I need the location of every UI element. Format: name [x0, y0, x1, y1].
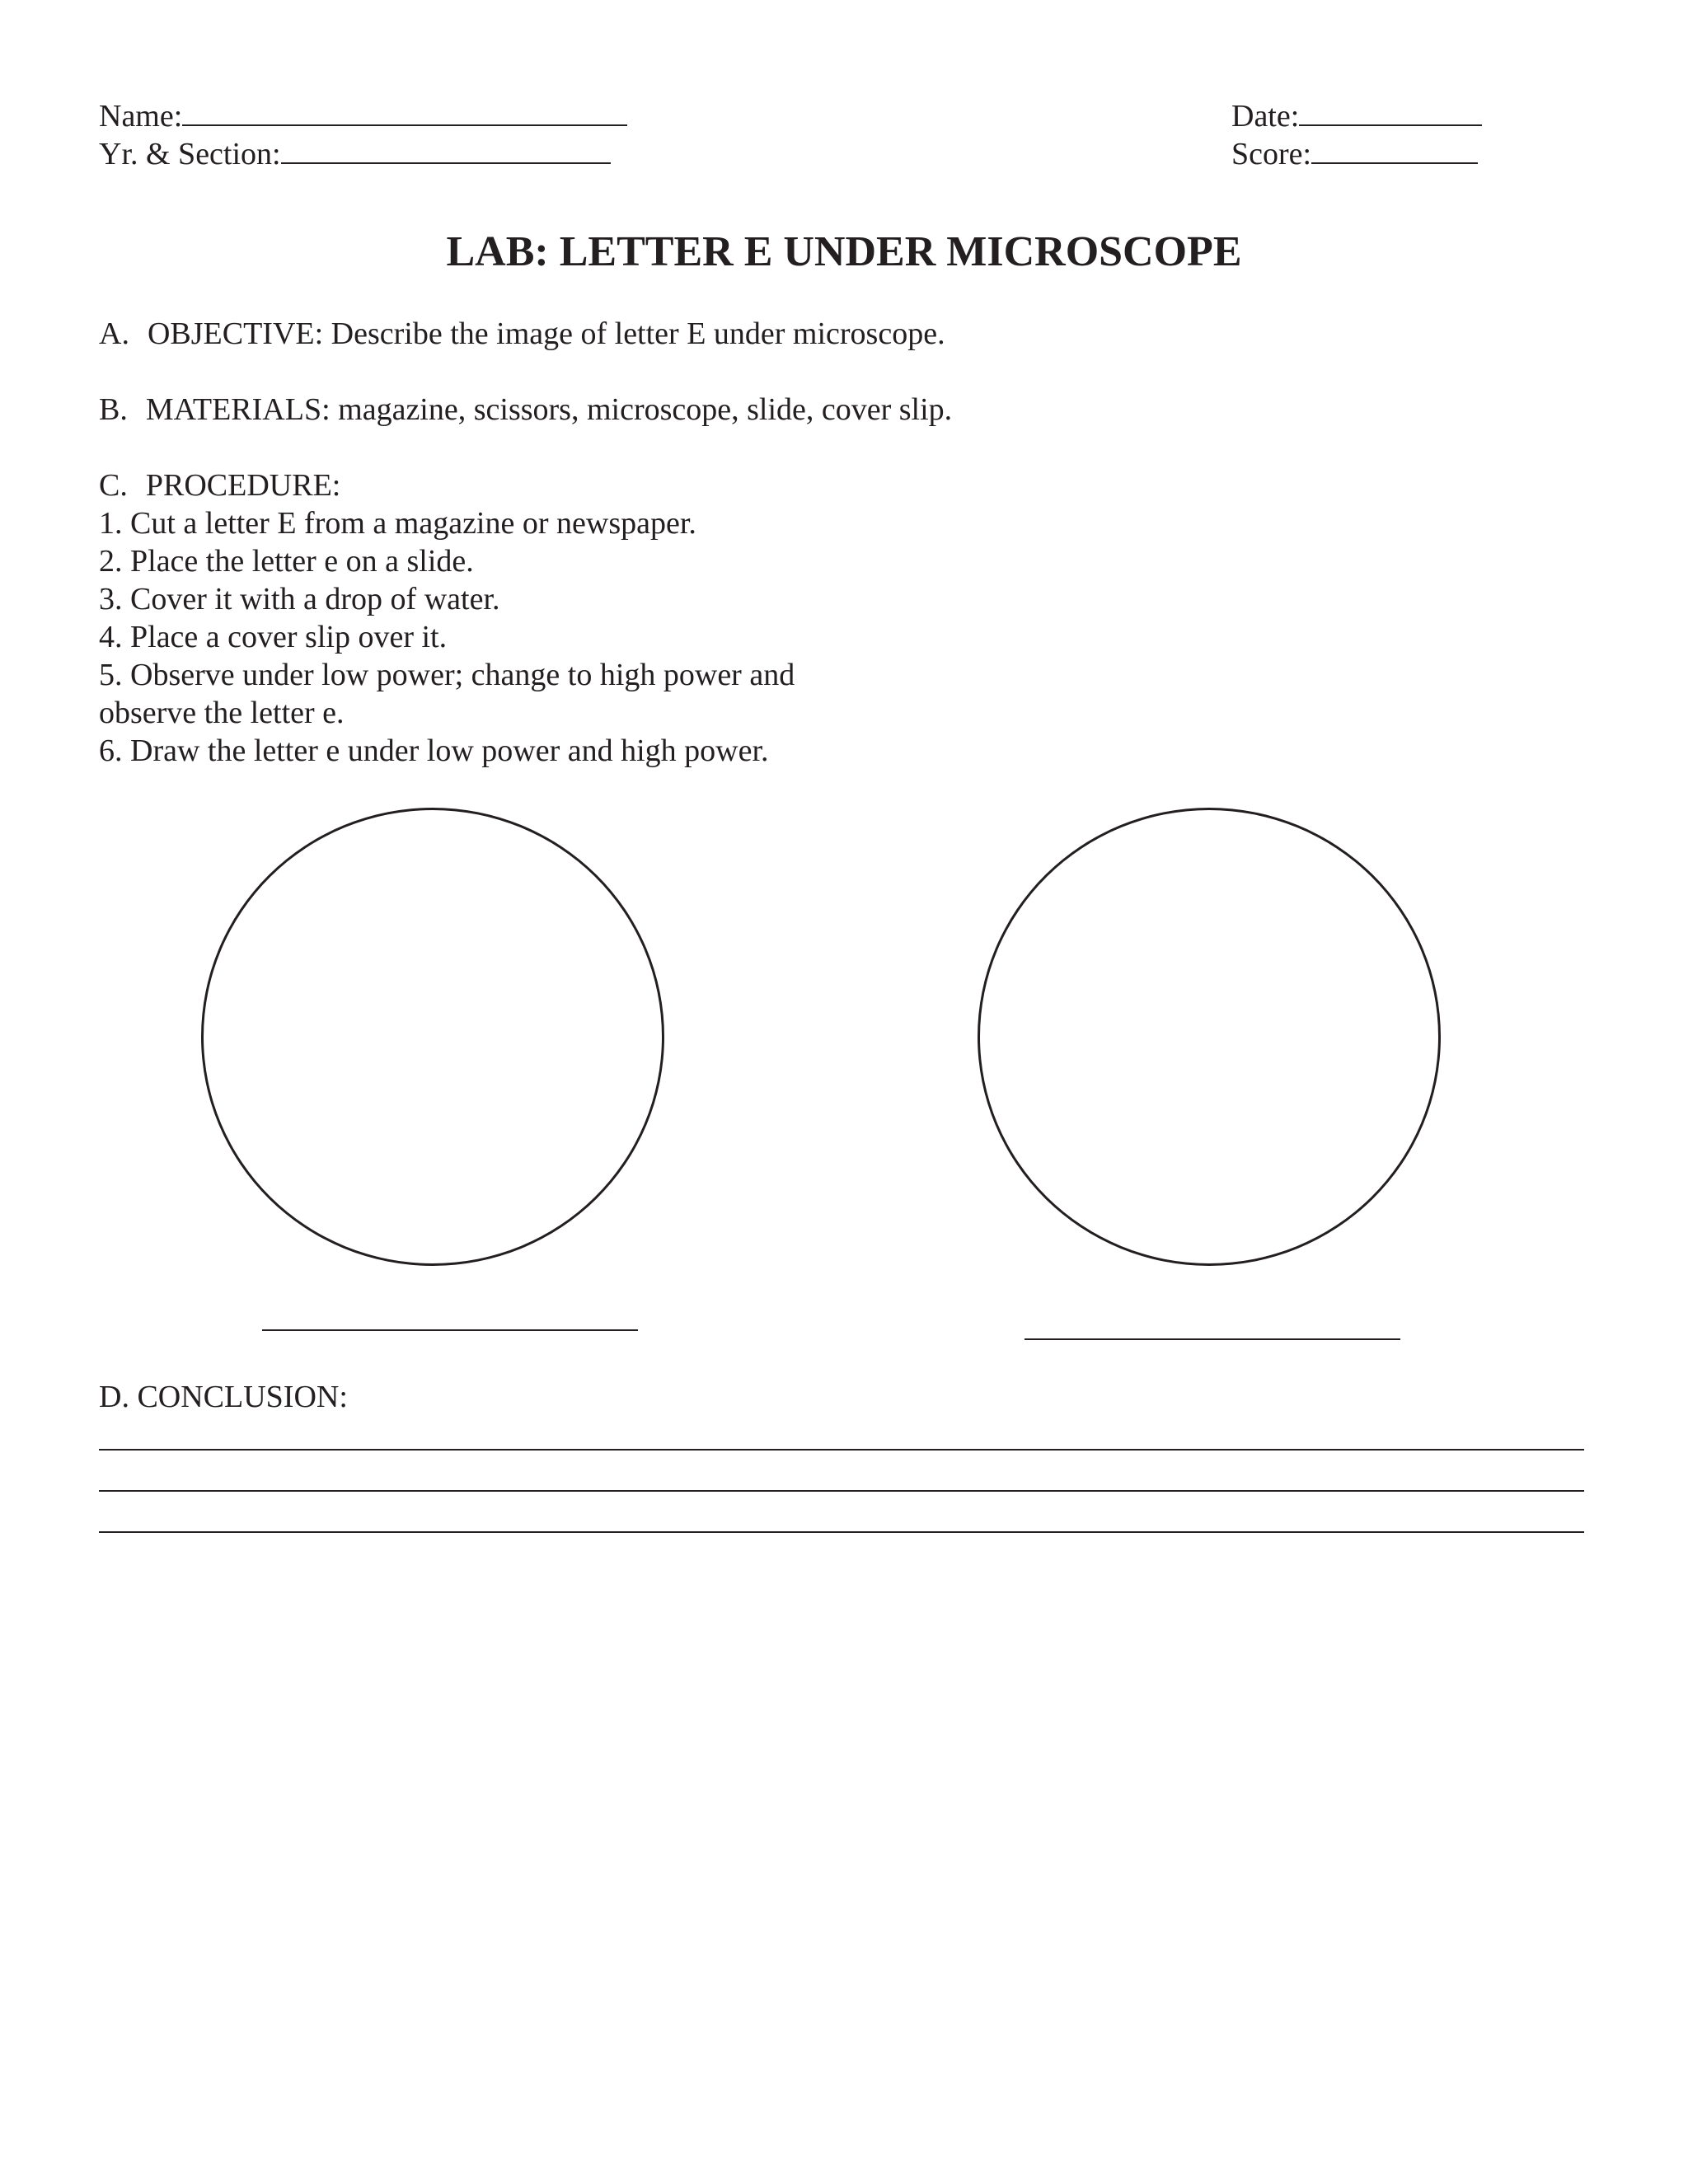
low-power-drawing-circle[interactable] — [201, 808, 664, 1266]
score-label: Score: — [1231, 137, 1312, 171]
section-field — [99, 135, 611, 173]
section-label: Yr. & Section: — [99, 137, 281, 171]
procedure-step: 6. Draw the letter e under low power and high power. — [99, 733, 769, 768]
procedure-step: 3. Cover it with a drop of water. — [99, 582, 500, 616]
procedure-marker: C. — [99, 468, 128, 503]
procedure-step: 2. Place the letter e on a slide. — [99, 544, 474, 579]
name-blank[interactable] — [182, 100, 627, 126]
score-blank[interactable] — [1311, 138, 1478, 164]
procedure-step: observe the letter e. — [99, 696, 345, 730]
conclusion-line-2[interactable] — [99, 1490, 1584, 1492]
section-blank[interactable] — [281, 138, 611, 164]
conclusion-line-3[interactable] — [99, 1531, 1584, 1533]
name-label: Name: — [99, 99, 183, 134]
date-label: Date: — [1231, 99, 1300, 134]
materials-section — [99, 391, 952, 429]
conclusion-heading: D. CONCLUSION: — [99, 1380, 348, 1414]
procedure-heading — [99, 466, 340, 504]
procedure-step: 1. Cut a letter E from a magazine or newspaper. — [99, 506, 696, 541]
materials-text: MATERIALS: magazine, scissors, microscope, slide, cover slip. — [145, 392, 953, 427]
procedure-step: 5. Observe under low power; change to high power and — [99, 658, 795, 692]
date-field — [1231, 97, 1482, 135]
objective-section — [99, 315, 945, 353]
name-field — [99, 97, 627, 135]
materials-marker: B. — [99, 392, 128, 427]
objective-text: OBJECTIVE: Describe the image of letter E under microscope. — [147, 316, 945, 351]
procedure-heading-text: PROCEDURE: — [145, 468, 341, 503]
high-power-drawing-circle[interactable] — [978, 808, 1441, 1266]
low-power-caption-blank[interactable] — [262, 1329, 638, 1331]
high-power-caption-blank[interactable] — [1025, 1338, 1400, 1340]
conclusion-line-1[interactable] — [99, 1449, 1584, 1451]
procedure-step: 4. Place a cover slip over it. — [99, 620, 448, 654]
score-field — [1231, 135, 1478, 173]
date-blank[interactable] — [1299, 100, 1482, 126]
objective-marker: A. — [99, 316, 129, 351]
page-title: LAB: LETTER E UNDER MICROSCOPE — [446, 228, 1242, 275]
